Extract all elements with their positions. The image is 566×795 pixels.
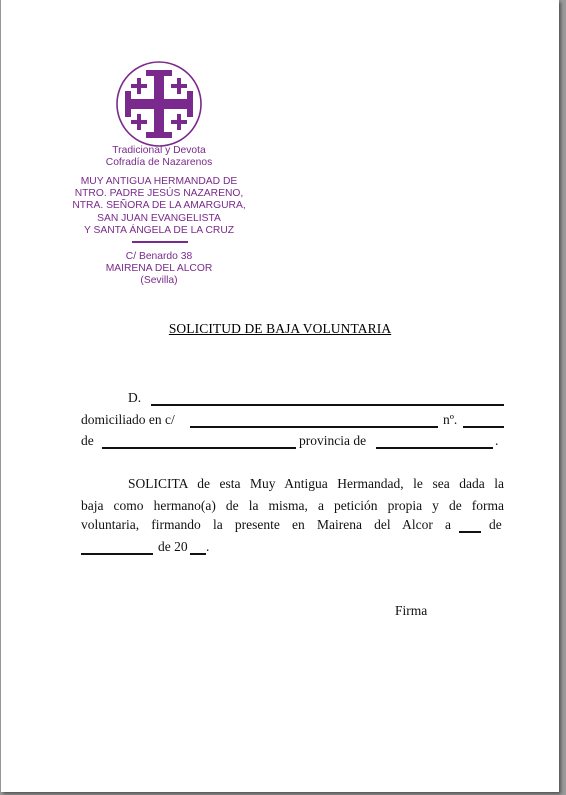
paragraph-line: baja como hermano(a) de la misma, a petición propia y de forma	[81, 498, 504, 513]
period: .	[206, 539, 210, 554]
year-prefix: de 20	[158, 539, 188, 554]
d-label: D.	[128, 390, 142, 405]
domiciliado-label: domiciliado en c/	[81, 412, 175, 427]
address-line: C/ Benardo 38	[125, 251, 193, 262]
paragraph-line: voluntaria, firmando la presente en Mairena del Alcor a	[81, 517, 451, 532]
brotherhood-name	[59, 176, 259, 237]
name-line: NTRO. PADRE JESÚS NAZARENO,	[74, 188, 244, 200]
provincia-label: provincia de	[299, 433, 367, 448]
name-line: NTRA. SEÑORA DE LA AMARGURA,	[72, 200, 246, 212]
name-line: Y SANTA ÁNGELA DE LA CRUZ	[83, 224, 235, 236]
motto-line: Tradicional y Devota	[112, 145, 206, 156]
name-line: SAN JUAN EVANGELISTA	[97, 212, 221, 224]
motto	[59, 145, 259, 169]
paragraph-word: de	[489, 517, 502, 532]
document-page	[1, 0, 559, 792]
number-field[interactable]	[463, 426, 504, 428]
month-field[interactable]	[81, 553, 153, 555]
jerusalem-cross-icon	[115, 60, 203, 148]
address-line: (Sevilla)	[140, 275, 178, 287]
period: .	[495, 433, 499, 448]
signature-label: Firma	[395, 603, 428, 618]
street-field[interactable]	[190, 426, 438, 428]
name-field[interactable]	[151, 404, 504, 406]
province-field[interactable]	[376, 447, 493, 449]
name-line: MUY ANTIGUA HERMANDAD DE	[80, 176, 238, 187]
year-field[interactable]	[190, 553, 206, 555]
day-field[interactable]	[459, 531, 481, 533]
town-field[interactable]	[102, 447, 296, 449]
header-divider	[132, 241, 188, 243]
motto-line: Cofradía de Nazarenos	[105, 157, 213, 169]
paragraph-line: SOLICITA de esta Muy Antigua Hermandad, le sea dada la	[128, 476, 504, 491]
request-paragraph	[81, 473, 504, 517]
de-label: de	[81, 433, 94, 448]
address	[59, 251, 259, 288]
address-line: MAIRENA DEL ALCOR	[105, 263, 213, 275]
numero-label: nº.	[443, 412, 458, 427]
document-title: SOLICITUD DE BAJA VOLUNTARIA	[168, 321, 392, 336]
